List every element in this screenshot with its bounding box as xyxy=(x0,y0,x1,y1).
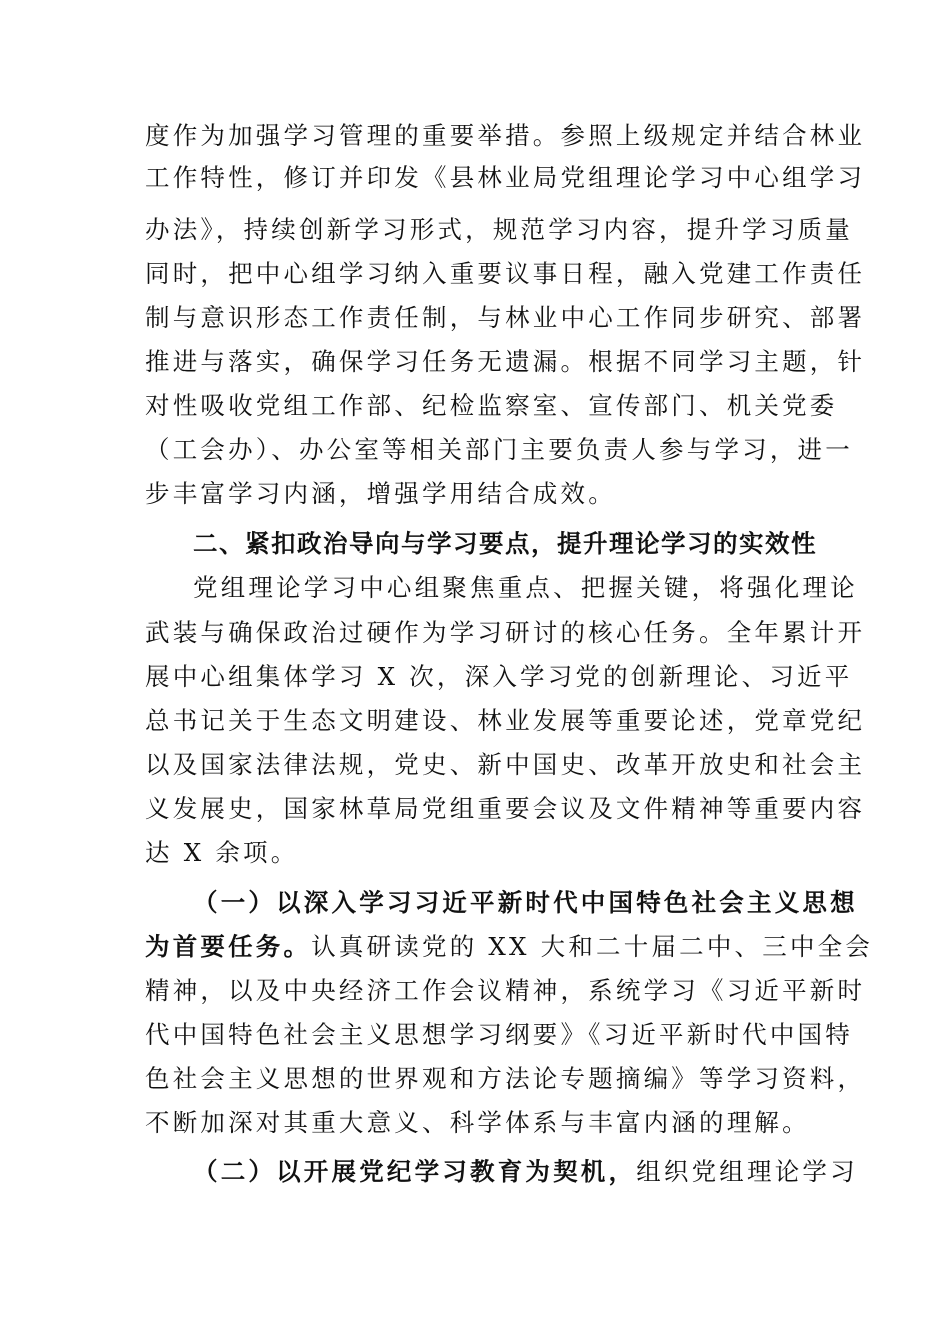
paragraph-text: 认真研读党的 XX 大和二十届二中、三中全会 xyxy=(311,932,874,961)
subsection-title: （一）以深入学习习近平新时代中国特色社会主义思想 xyxy=(193,888,858,917)
paragraph-line: 精神，以及中央经济工作会议精神，系统学习《习近平新时 xyxy=(145,976,866,1005)
paragraph-line: 党组理论学习中心组聚焦重点、把握关键，将强化理论 xyxy=(193,573,858,602)
paragraph-line: 义发展史，国家林草局党组重要会议及文件精神等重要内容 xyxy=(145,794,866,823)
paragraph-line xyxy=(145,927,874,967)
paragraph-line: 同时，把中心组学习纳入重要议事日程，融入党建工作责任 xyxy=(145,259,866,288)
paragraph-line: 以及国家法律法规，党史、新中国史、改革开放史和社会主 xyxy=(145,750,866,779)
paragraph-line: 武装与确保政治过硬作为学习研讨的核心任务。全年累计开 xyxy=(145,618,866,647)
paragraph-line: 展中心组集体学习 X 次，深入学习党的创新理论、习近平 xyxy=(145,662,853,691)
paragraph-line xyxy=(193,1152,858,1192)
subsection-title: （二）以开展党纪学习教育为契机， xyxy=(193,1157,637,1186)
paragraph-line: 步丰富学习内涵，增强学用结合成效。 xyxy=(145,479,616,508)
paragraph-line: 达 X 余项。 xyxy=(145,838,299,867)
paragraph-line: 工作特性，修订并印发《县林业局党组理论学习中心组学习 xyxy=(145,163,866,192)
subsection-title-end: 为首要任务。 xyxy=(145,932,312,961)
paragraph-line: 制与意识形态工作责任制，与林业中心工作同步研究、部署 xyxy=(145,303,866,332)
paragraph-line: 对性吸收党组工作部、纪检监察室、宣传部门、机关党委 xyxy=(145,391,838,420)
paragraph-line: 总书记关于生态文明建设、林业发展等重要论述，党章党纪 xyxy=(145,706,866,735)
paragraph-line: 办法》，持续创新学习形式，规范学习内容，提升学习质量 xyxy=(145,215,853,244)
paragraph-line: （工会办）、办公室等相关部门主要负责人参与学习，进一 xyxy=(145,435,853,464)
paragraph-text: 组织党组理论学习 xyxy=(636,1157,858,1186)
paragraph-line: 代中国特色社会主义思想学习纲要》《习近平新时代中国特 xyxy=(145,1020,853,1049)
paragraph-line: 色社会主义思想的世界观和方法论专题摘编》等学习资料， xyxy=(145,1064,866,1093)
section-heading: 二、紧扣政治导向与学习要点，提升理论学习的实效性 xyxy=(193,529,817,558)
paragraph-line: 推进与落实，确保学习任务无遗漏。根据不同学习主题，针 xyxy=(145,347,866,376)
paragraph-line: 不断加深对其重大意义、科学体系与丰富内涵的理解。 xyxy=(145,1108,810,1137)
paragraph-line: 度作为加强学习管理的重要举措。参照上级规定并结合林业 xyxy=(145,121,866,150)
